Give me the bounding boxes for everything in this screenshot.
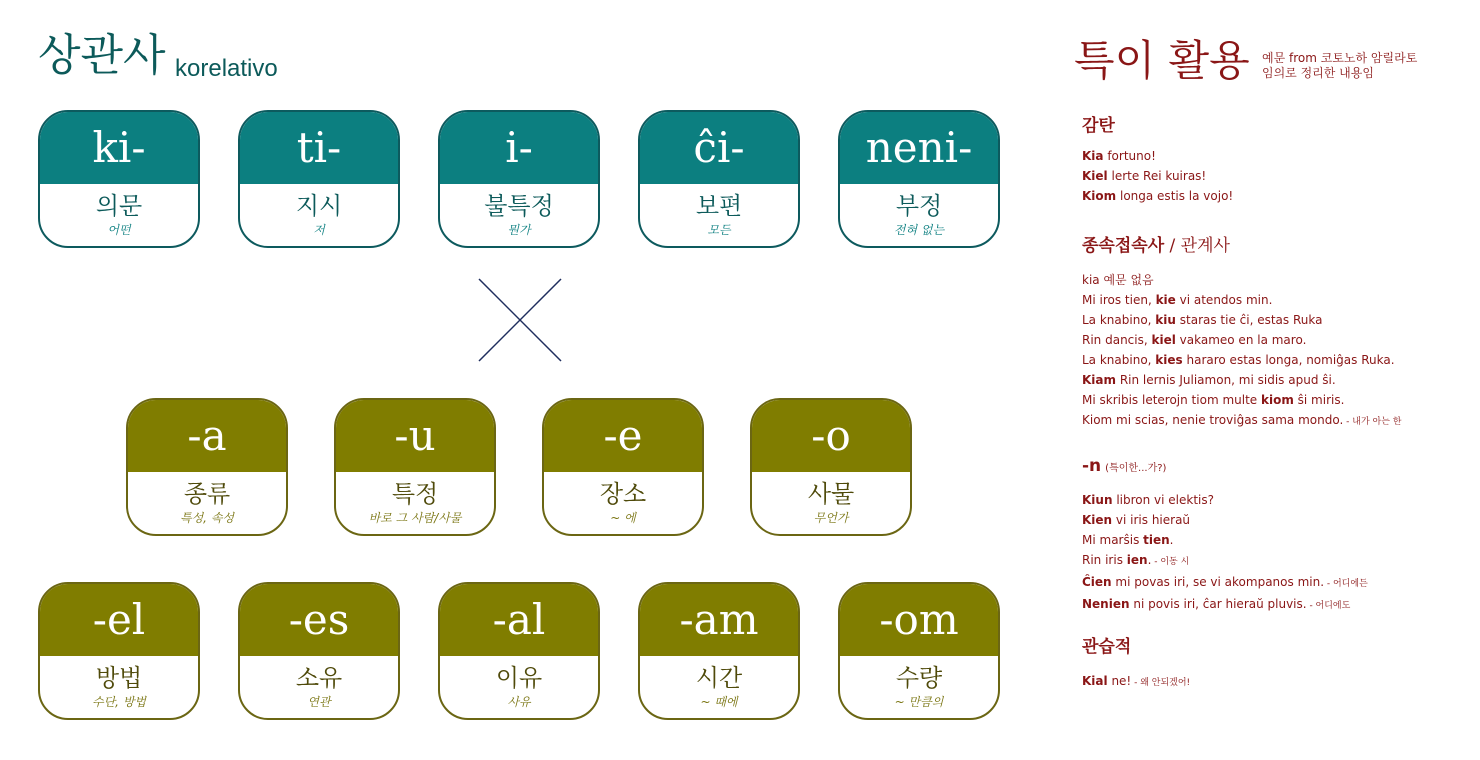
card-root: -o	[752, 400, 910, 472]
card-meaning: 부정	[895, 192, 943, 220]
example-text: Kiom mi scias, nenie troviĝas sama mondo.	[1082, 413, 1344, 427]
section-heading-note: (특이한...가?)	[1105, 463, 1167, 474]
example-line	[1082, 166, 1233, 186]
example-keyword: kiom	[1260, 393, 1294, 407]
example-keyword: Kiom	[1082, 189, 1117, 203]
example-text: .	[1169, 533, 1174, 547]
card-root: ki-	[40, 112, 198, 184]
example-note: - 왜 안되겠어!	[1131, 678, 1191, 688]
card-root: ti-	[240, 112, 398, 184]
example-keyword: kiu	[1155, 313, 1176, 327]
card-root: -e	[544, 400, 702, 472]
example-line	[1082, 186, 1233, 206]
example-text: libron vi elektis?	[1112, 493, 1214, 507]
example-text: hararo estas longa, nomiĝas Ruka.	[1182, 353, 1395, 367]
example-line	[1082, 490, 1368, 510]
example-text: Rin dancis,	[1082, 333, 1152, 347]
example-keyword: Kiel	[1082, 169, 1108, 183]
card-meaning: 종류	[183, 480, 231, 508]
example-line	[1082, 671, 1190, 693]
card-meaning: 소유	[295, 664, 343, 692]
prefix-card-ci	[638, 110, 800, 248]
example-line	[1082, 550, 1368, 572]
card-meaning: 수량	[895, 664, 943, 692]
card-meaning: 불특정	[484, 192, 554, 220]
example-text: Rin lernis Juliamon, mi sidis apud ŝi.	[1116, 373, 1336, 387]
example-keyword: tien	[1143, 533, 1170, 547]
example-note: - 어디에도	[1306, 601, 1351, 611]
card-gloss: 바로 그 사람/사물	[368, 511, 462, 525]
example-line	[1082, 370, 1401, 390]
card-meaning: 특정	[391, 480, 439, 508]
source-note-line: 임의로 정리한 내용임	[1262, 66, 1374, 80]
example-text: mi povas iri, se vi akompanos min.	[1111, 575, 1325, 589]
example-keyword: Kial	[1082, 674, 1108, 688]
example-keyword: kiel	[1151, 333, 1176, 347]
card-gloss: ~ 에	[610, 511, 636, 525]
card-gloss: 저	[313, 223, 325, 237]
example-note: - 어디에든	[1324, 579, 1368, 589]
card-meaning: 보편	[695, 192, 743, 220]
example-text: Mi iros tien,	[1082, 293, 1156, 307]
section-heading-n-ending	[1082, 458, 1166, 475]
suffix-card-e	[542, 398, 704, 536]
suffix-card-u	[334, 398, 496, 536]
card-meaning: 의문	[95, 192, 143, 220]
example-line	[1082, 530, 1368, 550]
card-root: -am	[640, 584, 798, 656]
example-line	[1082, 410, 1401, 432]
card-root: i-	[440, 112, 598, 184]
example-line	[1082, 510, 1368, 530]
card-meaning: 장소	[599, 480, 647, 508]
example-keyword: Kiun	[1082, 493, 1113, 507]
example-text: lerte Rei kuiras!	[1107, 169, 1207, 183]
example-line	[1082, 594, 1368, 616]
card-root: -u	[336, 400, 494, 472]
example-keyword: ien	[1126, 553, 1148, 567]
example-line	[1082, 290, 1401, 310]
example-keyword: kie	[1155, 293, 1176, 307]
example-text: ni povis iri, ĉar hieraŭ pluvis.	[1129, 597, 1307, 611]
example-text: Mi skribis leterojn tiom multe	[1082, 393, 1261, 407]
card-gloss: 무언가	[813, 511, 849, 525]
section-heading-bold: 종속접속사	[1082, 236, 1165, 256]
suffix-card-am	[638, 582, 800, 720]
example-line	[1082, 572, 1368, 594]
section-heading-light: / 관계사	[1164, 236, 1230, 256]
suffix-card-a	[126, 398, 288, 536]
example-text: vakameo en la maro.	[1175, 333, 1307, 347]
suffix-card-om	[838, 582, 1000, 720]
suffix-card-es	[238, 582, 400, 720]
example-note: - 내가 아는 한	[1343, 417, 1402, 427]
card-gloss: 모든	[707, 223, 731, 237]
example-text: Rin iris	[1082, 553, 1127, 567]
prefix-card-ki	[38, 110, 200, 248]
exclamation-examples	[1082, 146, 1233, 206]
n-ending-examples	[1082, 490, 1368, 616]
example-text: La knabino,	[1082, 353, 1156, 367]
card-gloss: 연관	[307, 695, 331, 709]
suffix-card-el	[38, 582, 200, 720]
card-gloss: 수단, 방법	[92, 695, 146, 709]
card-root: -el	[40, 584, 198, 656]
section-heading-idiom: 관습적	[1082, 637, 1132, 657]
example-keyword: Kiam	[1082, 373, 1117, 387]
card-root: ĉi-	[640, 112, 798, 184]
example-keyword: Kia	[1082, 149, 1104, 163]
card-root: -al	[440, 584, 598, 656]
example-text: vi atendos min.	[1175, 293, 1273, 307]
card-meaning: 사물	[807, 480, 855, 508]
section-heading-relative	[1082, 238, 1230, 255]
example-text: La knabino,	[1082, 313, 1156, 327]
example-line	[1082, 390, 1401, 410]
example-keyword: kies	[1155, 353, 1183, 367]
example-keyword: Ĉien	[1082, 575, 1112, 589]
card-meaning: 지시	[295, 192, 343, 220]
example-text: ne!	[1107, 674, 1132, 688]
suffix-card-al	[438, 582, 600, 720]
example-text: Mi marŝis	[1082, 533, 1144, 547]
multiply-cross-icon	[478, 278, 562, 362]
suffix-card-o	[750, 398, 912, 536]
example-line	[1082, 310, 1401, 330]
prefix-card-neni	[838, 110, 1000, 248]
idiom-examples	[1082, 671, 1190, 693]
example-line	[1082, 146, 1233, 166]
source-note-line: 예문 from 코토노하 암릴라토	[1262, 51, 1418, 65]
card-gloss: 어떤	[107, 223, 131, 237]
page-subtitle: korelativo	[175, 55, 278, 82]
section-heading-bold: -n	[1082, 456, 1102, 476]
card-gloss: ~ 때에	[700, 695, 738, 709]
section-heading-exclamation: 감탄	[1082, 116, 1115, 136]
relative-examples	[1082, 270, 1401, 432]
example-text: ŝi miris.	[1293, 393, 1345, 407]
example-text: vi iris hieraŭ	[1112, 513, 1191, 527]
example-keyword: Kien	[1082, 513, 1113, 527]
example-note: - 이동 시	[1151, 557, 1190, 567]
example-line	[1082, 270, 1401, 290]
card-gloss: 전혀 없는	[893, 223, 945, 237]
example-text: .	[1147, 553, 1152, 567]
card-meaning: 이유	[495, 664, 543, 692]
page-title: 상관사	[38, 30, 166, 81]
prefix-card-ti	[238, 110, 400, 248]
card-meaning: 시간	[695, 664, 743, 692]
card-root: neni-	[840, 112, 998, 184]
example-line	[1082, 350, 1401, 370]
prefix-card-i	[438, 110, 600, 248]
card-root: -om	[840, 584, 998, 656]
card-meaning: 방법	[95, 664, 143, 692]
example-text: kia 예문 없음	[1082, 273, 1154, 287]
example-keyword: Nenien	[1082, 597, 1130, 611]
example-line	[1082, 330, 1401, 350]
card-gloss: 특성, 속성	[180, 511, 234, 525]
card-gloss: ~ 만큼의	[894, 695, 944, 709]
card-gloss: 뭔가	[507, 223, 531, 237]
card-root: -es	[240, 584, 398, 656]
source-note	[1262, 51, 1417, 81]
example-text: staras tie ĉi, estas Ruka	[1175, 313, 1323, 327]
special-usage-title: 특이 활용	[1074, 36, 1250, 85]
card-root: -a	[128, 400, 286, 472]
example-text: fortuno!	[1103, 149, 1156, 163]
card-gloss: 사유	[507, 695, 531, 709]
example-text: longa estis la vojo!	[1116, 189, 1234, 203]
